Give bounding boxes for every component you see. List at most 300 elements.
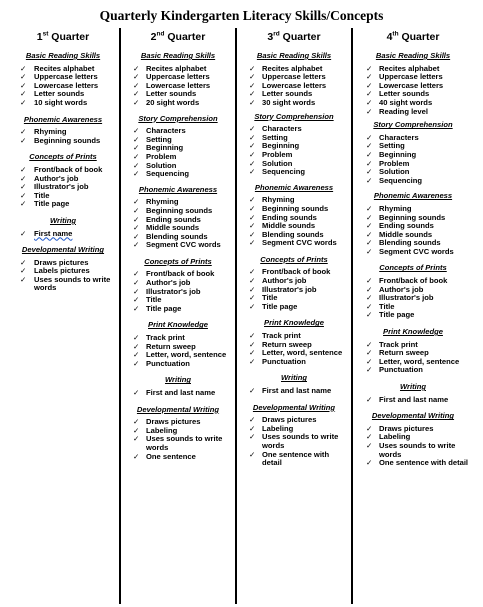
skill-text: Setting [379,141,405,151]
section-heading: Developmental Writing [371,411,455,421]
quarter-ordinal-suffix: nd [156,30,165,38]
skill-text: Uses sounds to write words [379,440,456,459]
skill-text: Rhyming [262,195,295,205]
skill-text: Labeling [379,432,411,442]
quarter-column-3 [240,24,348,604]
quarter-ordinal-suffix: th [392,30,399,38]
quarter-heading [10,31,116,43]
quarter-column-4 [357,24,469,604]
skill-text: Track print [146,333,185,343]
skill-item [240,358,348,367]
checkmark-icon: ✓ [249,158,256,168]
checkmark-icon: ✓ [133,295,140,305]
checkmark-icon: ✓ [249,63,256,73]
skill-text: Return sweep [379,348,429,358]
checkmark-icon: ✓ [20,190,27,200]
skill-text: Middle sounds [146,223,200,233]
checkmark-icon: ✓ [133,231,140,241]
checkmark-icon: ✓ [133,134,140,144]
skill-list [124,270,232,313]
checkmark-icon: ✓ [133,417,140,427]
checkmark-icon: ✓ [366,423,373,433]
checkmark-icon: ✓ [366,293,373,303]
checkmark-icon: ✓ [133,72,140,82]
skill-text: Letter, word, sentence [262,348,343,358]
checkmark-icon: ✓ [366,72,373,82]
skill-list [240,268,348,311]
checkmark-icon: ✓ [249,167,256,177]
section-heading: Basic Reading Skills [256,51,332,60]
skill-item [124,288,232,297]
skill-item [240,168,348,177]
quarter-label: Quarter [279,31,321,43]
section-heading: Concepts of Prints [144,256,212,266]
checkmark-icon: ✓ [133,388,140,397]
skill-text: Beginning sounds [146,205,213,215]
skill-text: Letter sounds [34,89,85,99]
skill-item [124,127,232,136]
checkmark-icon: ✓ [133,269,140,279]
checkmark-icon: ✓ [249,432,256,442]
checkmark-icon: ✓ [133,143,140,153]
quarters-grid [0,24,483,604]
skill-text: Letter sounds [262,89,313,99]
skill-text: Characters [379,132,419,142]
skill-item [357,248,469,257]
skill-text: Beginning [146,143,184,153]
checkmark-icon: ✓ [20,182,27,192]
skill-text: Letter, word, sentence [379,356,460,366]
skill-text: Author's job [379,284,424,294]
checkmark-icon: ✓ [249,229,256,239]
checkmark-icon: ✓ [20,63,27,73]
section-heading: Developmental Writing [21,245,105,255]
checkmark-icon: ✓ [133,286,140,296]
skill-item [124,435,232,452]
skill-text: Title page [379,310,415,320]
checkmark-icon: ✓ [249,293,256,303]
skill-text: Punctuation [146,358,190,368]
skill-list [10,166,116,209]
skill-text: Title [146,295,162,305]
section-heading: Print Knowledge [148,320,208,330]
skill-text: Characters [146,126,186,136]
section-heading: Basic Reading Skills [25,51,101,60]
skill-text: One sentence with detail [379,458,469,468]
skill-text: Title page [146,303,182,313]
checkmark-icon: ✓ [249,356,256,366]
checkmark-icon: ✓ [249,149,256,159]
checkmark-icon: ✓ [366,63,373,73]
skill-text: Draws pictures [146,417,201,427]
checkmark-icon: ✓ [366,310,373,320]
skill-text: Author's job [262,276,307,286]
checkmark-icon: ✓ [20,173,27,183]
checkmark-icon: ✓ [133,197,140,207]
checkmark-icon: ✓ [133,63,140,73]
skill-text: Lowercase letters [262,80,327,90]
skill-item [124,153,232,162]
quarter-number: 1 [36,31,43,43]
checkmark-icon: ✓ [366,246,373,256]
checkmark-icon: ✓ [366,80,373,90]
skill-item [240,286,348,295]
skill-text: Title page [262,301,298,311]
checkmark-icon: ✓ [249,449,256,459]
skill-list [357,277,469,320]
skill-list [10,230,116,239]
skill-item [240,151,348,160]
checkmark-icon: ✓ [366,440,373,450]
skill-item [357,160,469,169]
skill-text: Letter sounds [379,89,430,99]
skill-text: First name [34,228,73,238]
skill-list [357,65,469,117]
checkmark-icon: ✓ [133,333,140,343]
skill-item [124,144,232,153]
checkmark-icon: ✓ [133,205,140,215]
skill-text: Solution [262,158,293,168]
checkmark-icon: ✓ [366,141,373,151]
skill-text: Middle sounds [262,221,316,231]
checkmark-icon: ✓ [366,106,373,116]
skill-item [240,433,348,450]
checkmark-icon: ✓ [249,203,256,213]
skill-item [357,425,469,434]
section-heading: Writing [49,215,76,225]
checkmark-icon: ✓ [249,276,256,286]
checkmark-icon: ✓ [366,132,373,142]
skill-item [124,99,232,108]
document-title: Quarterly Kindergarten Literacy Skills/Concepts [99,8,384,23]
skill-text: Return sweep [262,339,312,349]
checkmark-icon: ✓ [133,214,140,224]
skill-item [124,170,232,179]
quarter-label: Quarter [398,31,440,43]
section-heading: Writing [164,375,191,385]
skill-text: Punctuation [379,365,423,375]
skill-text: Front/back of book [34,164,103,174]
skill-text: Beginning sounds [34,135,101,145]
skill-text: Segment CVC words [379,246,454,256]
checkmark-icon: ✓ [249,423,256,433]
skill-text: Recites alphabet [379,63,440,73]
checkmark-icon: ✓ [366,158,373,168]
checkmark-icon: ✓ [249,132,256,142]
checkmark-icon: ✓ [20,89,27,99]
checkmark-icon: ✓ [133,240,140,250]
skill-list [357,341,469,375]
section-heading: Developmental Writing [252,402,336,412]
checkmark-icon: ✓ [20,164,27,174]
checkmark-icon: ✓ [249,339,256,349]
checkmark-icon: ✓ [249,72,256,82]
skill-text: Return sweep [146,341,196,351]
skill-text: Ending sounds [146,214,201,224]
checkmark-icon: ✓ [133,303,140,313]
skill-list [124,418,232,461]
skill-text: Illustrator's job [146,286,201,296]
section-heading: Writing [399,382,426,391]
skill-item [10,230,116,239]
skill-text: Track print [379,339,418,349]
skill-text: Problem [146,151,177,161]
quarter-label: Quarter [48,31,90,43]
skill-text: Solution [379,167,410,177]
skill-item [240,416,348,425]
checkmark-icon: ✓ [133,169,140,179]
section-heading: Developmental Writing [136,404,220,414]
skill-text: First and last name [146,388,216,397]
quarter-column-1 [10,24,116,604]
checkmark-icon: ✓ [249,284,256,294]
checkmark-icon: ✓ [133,223,140,233]
checkmark-icon: ✓ [366,238,373,248]
skill-text: Uses sounds to write words [262,432,339,450]
skill-item [10,137,116,146]
checkmark-icon: ✓ [20,199,27,209]
skill-text: Sequencing [379,175,423,185]
section-heading: Phonemic Awareness [23,114,103,124]
skill-list [124,334,232,368]
skill-item [124,418,232,427]
checkmark-icon: ✓ [366,365,373,375]
skill-text: 10 sight words [34,97,88,107]
skill-item [357,311,469,320]
skill-list [357,425,469,468]
skill-list [240,65,348,108]
skill-text: Blending sounds [379,238,441,248]
checkmark-icon: ✓ [249,212,256,222]
skill-item [124,360,232,369]
checkmark-icon: ✓ [366,339,373,349]
checkmark-icon: ✓ [366,89,373,99]
skill-item [124,241,232,250]
checkmark-icon: ✓ [249,80,256,90]
skill-item [357,396,469,405]
checkmark-icon: ✓ [133,434,140,444]
skill-text: Uppercase letters [146,72,210,82]
skill-text: Lowercase letters [34,80,99,90]
checkmark-icon: ✓ [133,160,140,170]
skill-item [10,99,116,108]
skill-item [240,142,348,151]
skill-text: Labeling [262,423,294,433]
skill-text: Problem [379,158,410,168]
checkmark-icon: ✓ [249,141,256,151]
skill-list [10,128,116,145]
skill-text: Blending sounds [146,231,208,241]
skill-text: Uppercase letters [379,72,443,82]
checkmark-icon: ✓ [20,135,27,145]
skill-item [10,276,116,293]
skill-text: Ending sounds [262,212,317,222]
checkmark-icon: ✓ [366,167,373,177]
skill-text: Punctuation [262,356,306,366]
skill-text: Title [262,293,278,303]
skill-text: Problem [262,149,293,159]
skill-list [10,65,116,108]
skill-text: First and last name [262,386,332,395]
checkmark-icon: ✓ [133,89,140,99]
checkmark-icon: ✓ [366,149,373,159]
skill-list [124,389,232,398]
skill-text: Labeling [146,425,178,435]
skill-text: Recites alphabet [262,63,323,73]
skill-text: Lowercase letters [379,80,444,90]
skill-text: Recites alphabet [146,63,207,73]
skill-item [240,303,348,312]
skill-text: Front/back of book [379,276,448,286]
checkmark-icon: ✓ [20,274,27,284]
skill-text: Segment CVC words [262,238,337,248]
section-heading: Writing [280,373,307,383]
checkmark-icon: ✓ [249,97,256,107]
skill-text: Blending sounds [262,229,324,239]
skill-text: Title [379,301,395,311]
skill-list [10,259,116,293]
skill-text: Front/back of book [146,269,215,279]
checkmark-icon: ✓ [133,358,140,368]
checkmark-icon: ✓ [366,229,373,239]
skill-text: 20 sight words [146,97,200,107]
skill-text: Title [34,190,50,200]
skill-text: Segment CVC words [146,240,221,250]
skill-text: Sequencing [146,169,190,179]
checkmark-icon: ✓ [366,97,373,107]
skill-text: Illustrator's job [379,293,434,303]
skill-text: Solution [146,160,177,170]
skill-list [124,127,232,179]
quarter-heading [357,31,469,43]
skill-item [357,442,469,459]
checkmark-icon: ✓ [133,350,140,360]
skill-list [357,396,469,405]
skill-text: Sequencing [262,167,306,177]
checkmark-icon: ✓ [249,348,256,358]
checkmark-icon: ✓ [249,124,256,134]
skill-text: Draws pictures [34,257,89,267]
skill-text: One sentence [146,451,196,461]
section-heading: Phonemic Awareness [138,184,218,194]
skill-item [124,453,232,462]
skill-item [10,200,116,209]
section-heading: Concepts of Prints [260,254,328,264]
checkmark-icon: ✓ [20,266,27,276]
skill-text: Uppercase letters [34,72,98,82]
skill-text: Letter sounds [146,89,197,99]
skill-item [357,151,469,160]
checkmark-icon: ✓ [20,80,27,90]
skill-text: One sentence with detail [262,449,330,468]
skill-text: Beginning sounds [379,212,446,222]
checkmark-icon: ✓ [20,97,27,107]
skill-text: Characters [262,124,302,134]
checkmark-icon: ✓ [20,72,27,82]
skill-text: Draws pictures [262,415,317,425]
checkmark-icon: ✓ [366,458,373,468]
section-heading: Basic Reading Skills [375,51,451,60]
skill-text: Rhyming [146,197,179,207]
skill-text: Middle sounds [379,229,433,239]
checkmark-icon: ✓ [249,238,256,248]
skill-item [240,451,348,468]
skill-text: Lowercase letters [146,80,211,90]
skill-text: Illustrator's job [34,182,89,192]
skill-list [240,387,348,396]
skill-item [357,459,469,468]
checkmark-icon: ✓ [133,151,140,161]
checkmark-icon: ✓ [366,175,373,185]
skill-item [357,294,469,303]
checkmark-icon: ✓ [366,276,373,286]
checkmark-icon: ✓ [133,278,140,288]
checkmark-icon: ✓ [249,386,256,395]
section-heading: Concepts of Prints [379,263,447,273]
skill-list [240,332,348,366]
section-heading: Phonemic Awareness [373,191,453,201]
checkmark-icon: ✓ [249,267,256,277]
checkmark-icon: ✓ [366,432,373,442]
section-heading: Story Comprehension [373,120,453,130]
checkmark-icon: ✓ [249,331,256,341]
skill-text: Setting [262,132,288,142]
skill-list [240,196,348,248]
checkmark-icon: ✓ [366,301,373,311]
skill-text: Uses sounds to write words [34,274,111,293]
checkmark-icon: ✓ [133,97,140,107]
skill-item [357,134,469,143]
checkmark-icon: ✓ [249,221,256,231]
section-heading: Concepts of Prints [29,152,97,162]
checkmark-icon: ✓ [366,203,373,213]
checkmark-icon: ✓ [249,89,256,99]
skill-text: Author's job [146,278,191,288]
checkmark-icon: ✓ [20,127,27,137]
checkmark-icon: ✓ [133,451,140,461]
checkmark-icon: ✓ [133,425,140,435]
skill-item [240,99,348,108]
skill-text: 30 sight words [262,97,316,107]
checkmark-icon: ✓ [366,394,373,404]
skill-text: Draws pictures [379,423,434,433]
section-heading: Print Knowledge [383,327,443,337]
quarter-heading [124,31,232,43]
skill-text: Illustrator's job [262,284,317,294]
section-heading: Story Comprehension [138,113,218,123]
quarter-number: 2 [150,31,157,43]
quarter-column-2 [124,24,232,604]
skill-item [124,389,232,398]
checkmark-icon: ✓ [249,415,256,425]
section-heading: Basic Reading Skills [140,51,216,60]
skill-text: Author's job [34,173,79,183]
skill-list [357,134,469,186]
skill-text: Track print [262,331,301,341]
checkmark-icon: ✓ [133,80,140,90]
quarter-number: 4 [386,31,393,43]
section-heading: Print Knowledge [264,318,324,328]
skill-list [357,205,469,257]
skill-text: Beginning [379,149,417,159]
skill-text: Uses sounds to write words [146,434,223,452]
skill-item [357,366,469,375]
skill-text: Front/back of book [262,267,331,277]
skill-item [240,125,348,134]
checkmark-icon: ✓ [366,212,373,222]
checkmark-icon: ✓ [366,348,373,358]
skill-text: Ending sounds [379,221,434,231]
